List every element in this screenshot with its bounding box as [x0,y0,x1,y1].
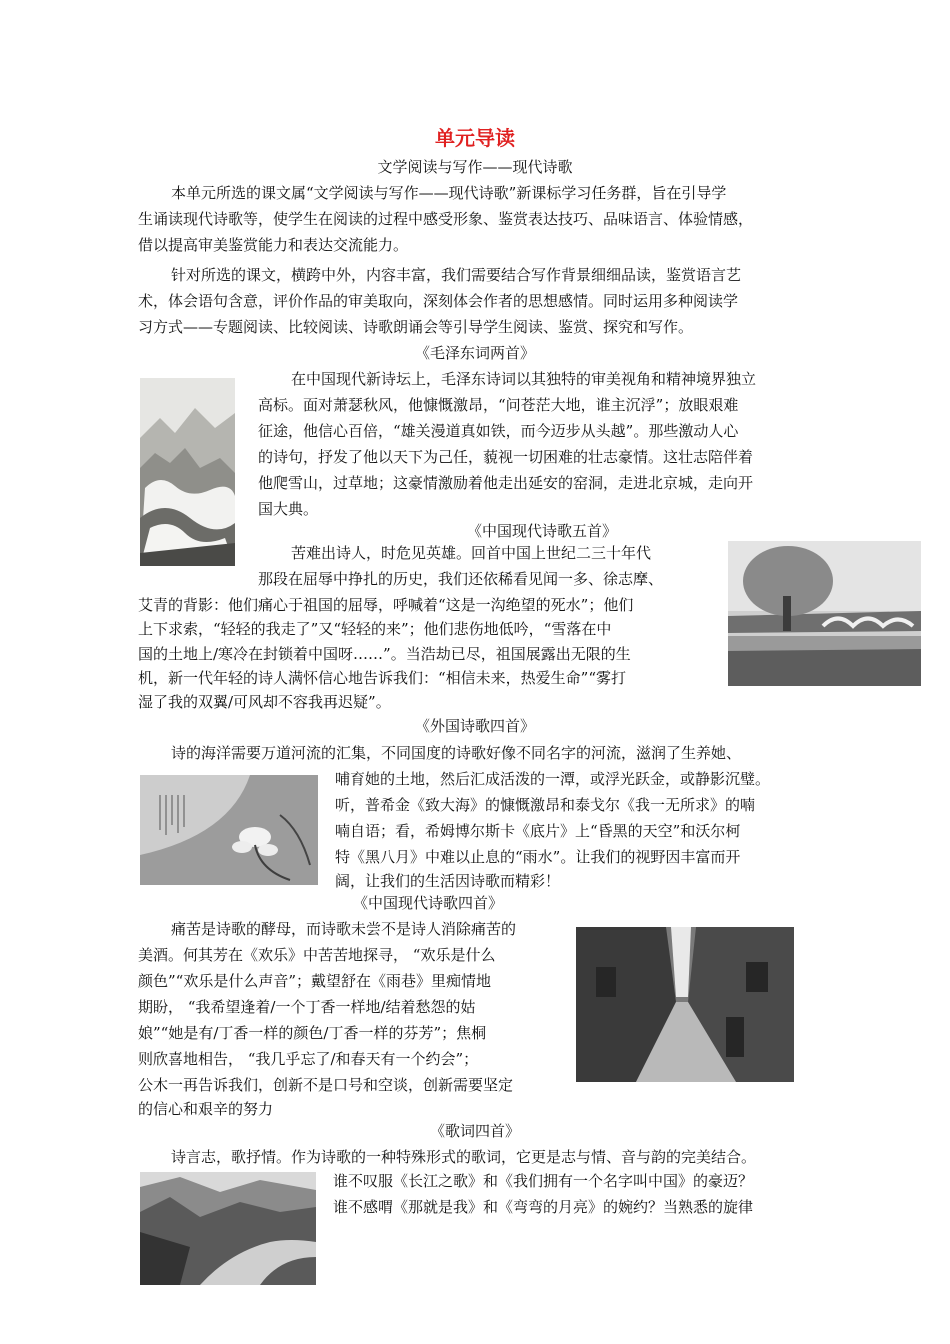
section-line: 颜色”“欢乐是什么声音”；戴望舒在《雨巷》里痴情地 [138,972,492,990]
section-line: 那段在屈辱中挣扎的历史，我们还依稀看见闻一多、徐志摩、 [258,570,664,588]
intro-line: 习方式——专题阅读、比较阅读、诗歌朗诵会等引导学生阅读、鉴赏、探究和写作。 [138,318,694,336]
intro-line: 借以提高审美鉴赏能力和表达交流能力。 [138,236,409,254]
section-line: 征途，他信心百倍，“雄关漫道真如铁，而今迈步从头越”。那些激动人心 [258,422,739,440]
section-line: 谁不感喟《那就是我》和《弯弯的月亮》的婉约？当熟悉的旋律 [333,1198,754,1216]
section-line: 阔，让我们的生活因诗歌而精彩！ [335,872,561,890]
section-line: 美酒。何其芳在《欢乐》中苦苦地探寻， “欢乐是什么 [138,946,496,964]
section-line: 高标。面对萧瑟秋风，他慷慨激昂，“问苍茫大地，谁主沉浮”；放眼艰难 [258,396,739,414]
rainy-alley-photo [576,927,794,1082]
section-line: 艾青的背影：他们痛心于祖国的屈辱，呼喊着“这是一沟绝望的死水”；他们 [138,596,634,614]
section-line: 听，普希金《致大海》的慷慨激昂和泰戈尔《我一无所求》的喃 [335,796,756,814]
section-line: 苦难出诗人，时危见英雄。回首中国上世纪二三十年代 [291,544,652,562]
section-heading: 《中国现代诗歌五首》 [467,522,618,540]
section-line: 上下求索，“轻轻的我走了”又“轻轻的来”；他们悲伤地低吟，“雪落在中 [138,620,612,638]
section-line: 谁不叹服《长江之歌》和《我们拥有一个名字叫中国》的豪迈？ [333,1172,754,1190]
intro-line: 生诵读现代诗歌等，使学生在阅读的过程中感受形象、鉴赏表达技巧、品味语言、体验情感， [138,210,754,228]
section-line: 诗的海洋需要万道河流的汇集，不同国度的诗歌好像不同名字的河流，滋润了生养她、 [171,744,742,762]
section-line: 的诗句，抒发了他以天下为己任，藐视一切困难的壮志豪情。这壮志陪伴着 [258,448,754,466]
river-gorge-photo [140,1172,316,1285]
section-line: 诗言志，歌抒情。作为诗歌的一种特殊形式的歌词，它更是志与情、音与韵的完美结合。 [171,1148,757,1166]
section-line: 在中国现代新诗坛上，毛泽东诗词以其独特的审美视角和精神境界独立 [291,370,757,388]
intro-line: 术，体会语句含意，评价作品的审美取向，深刻体会作者的思想感情。同时运用多种阅读学 [138,292,739,310]
section-line: 喃自语；看，希姆博尔斯卡《底片》上“昏黑的天空”和沃尔柯 [335,822,741,840]
intro-line: 本单元所选的课文属“文学阅读与写作——现代诗歌”新课标学习任务群，旨在引导学 [171,184,727,202]
page-title: 单元导读 [435,126,515,150]
section-line: 国的土地上/寒冷在封锁着中国呀……”。当浩劫已尽，祖国展露出无限的生 [138,645,631,663]
intro-line: 针对所选的课文，横跨中外，内容丰富，我们需要结合写作背景细细品读，鉴赏语言艺 [171,266,742,284]
section-line: 机，新一代年轻的诗人满怀信心地告诉我们：“相信未来，热爱生命”“雾打 [138,669,627,687]
section-heading: 《歌词四首》 [429,1122,520,1140]
section-line: 痛苦是诗歌的酵母，而诗歌未尝不是诗人消除痛苦的 [171,920,517,938]
section-line: 公木一再告诉我们，创新不是口号和空谈，创新需要坚定 [138,1076,514,1094]
section-line: 他爬雪山，过草地；这豪情激励着他走出延安的窑洞，走进北京城，走向开 [258,474,754,492]
lake-bridge-photo [728,541,921,686]
section-line: 期盼， “我希望逢着/一个丁香一样地/结着愁怨的姑 [138,998,476,1016]
section-line: 的信心和艰辛的努力 [138,1100,274,1118]
section-line: 特《黑八月》中难以止息的“雨水”。让我们的视野因丰富而开 [335,848,741,866]
section-line: 湿了我的双翼/可风却不容我再迟疑”。 [138,693,391,711]
section-heading: 《中国现代诗歌四首》 [353,894,504,912]
orchid-painting [140,775,318,885]
section-line: 则欣喜地相告， “我几乎忘了/和春天有一个约会”； [138,1050,479,1068]
snow-mountain-painting [140,378,235,566]
section-heading: 《外国诗歌四首》 [414,717,535,735]
section-line: 娘”“她是有/丁香一样的颜色/丁香一样的芬芳”；焦桐 [138,1024,487,1042]
section-heading: 《毛泽东词两首》 [414,344,535,362]
section-line: 哺育她的土地，然后汇成活泼的一潭，或浮光跃金，或静影沉璧。 [335,770,771,788]
subtitle: 文学阅读与写作——现代诗歌 [377,158,573,176]
section-line: 国大典。 [258,500,319,518]
